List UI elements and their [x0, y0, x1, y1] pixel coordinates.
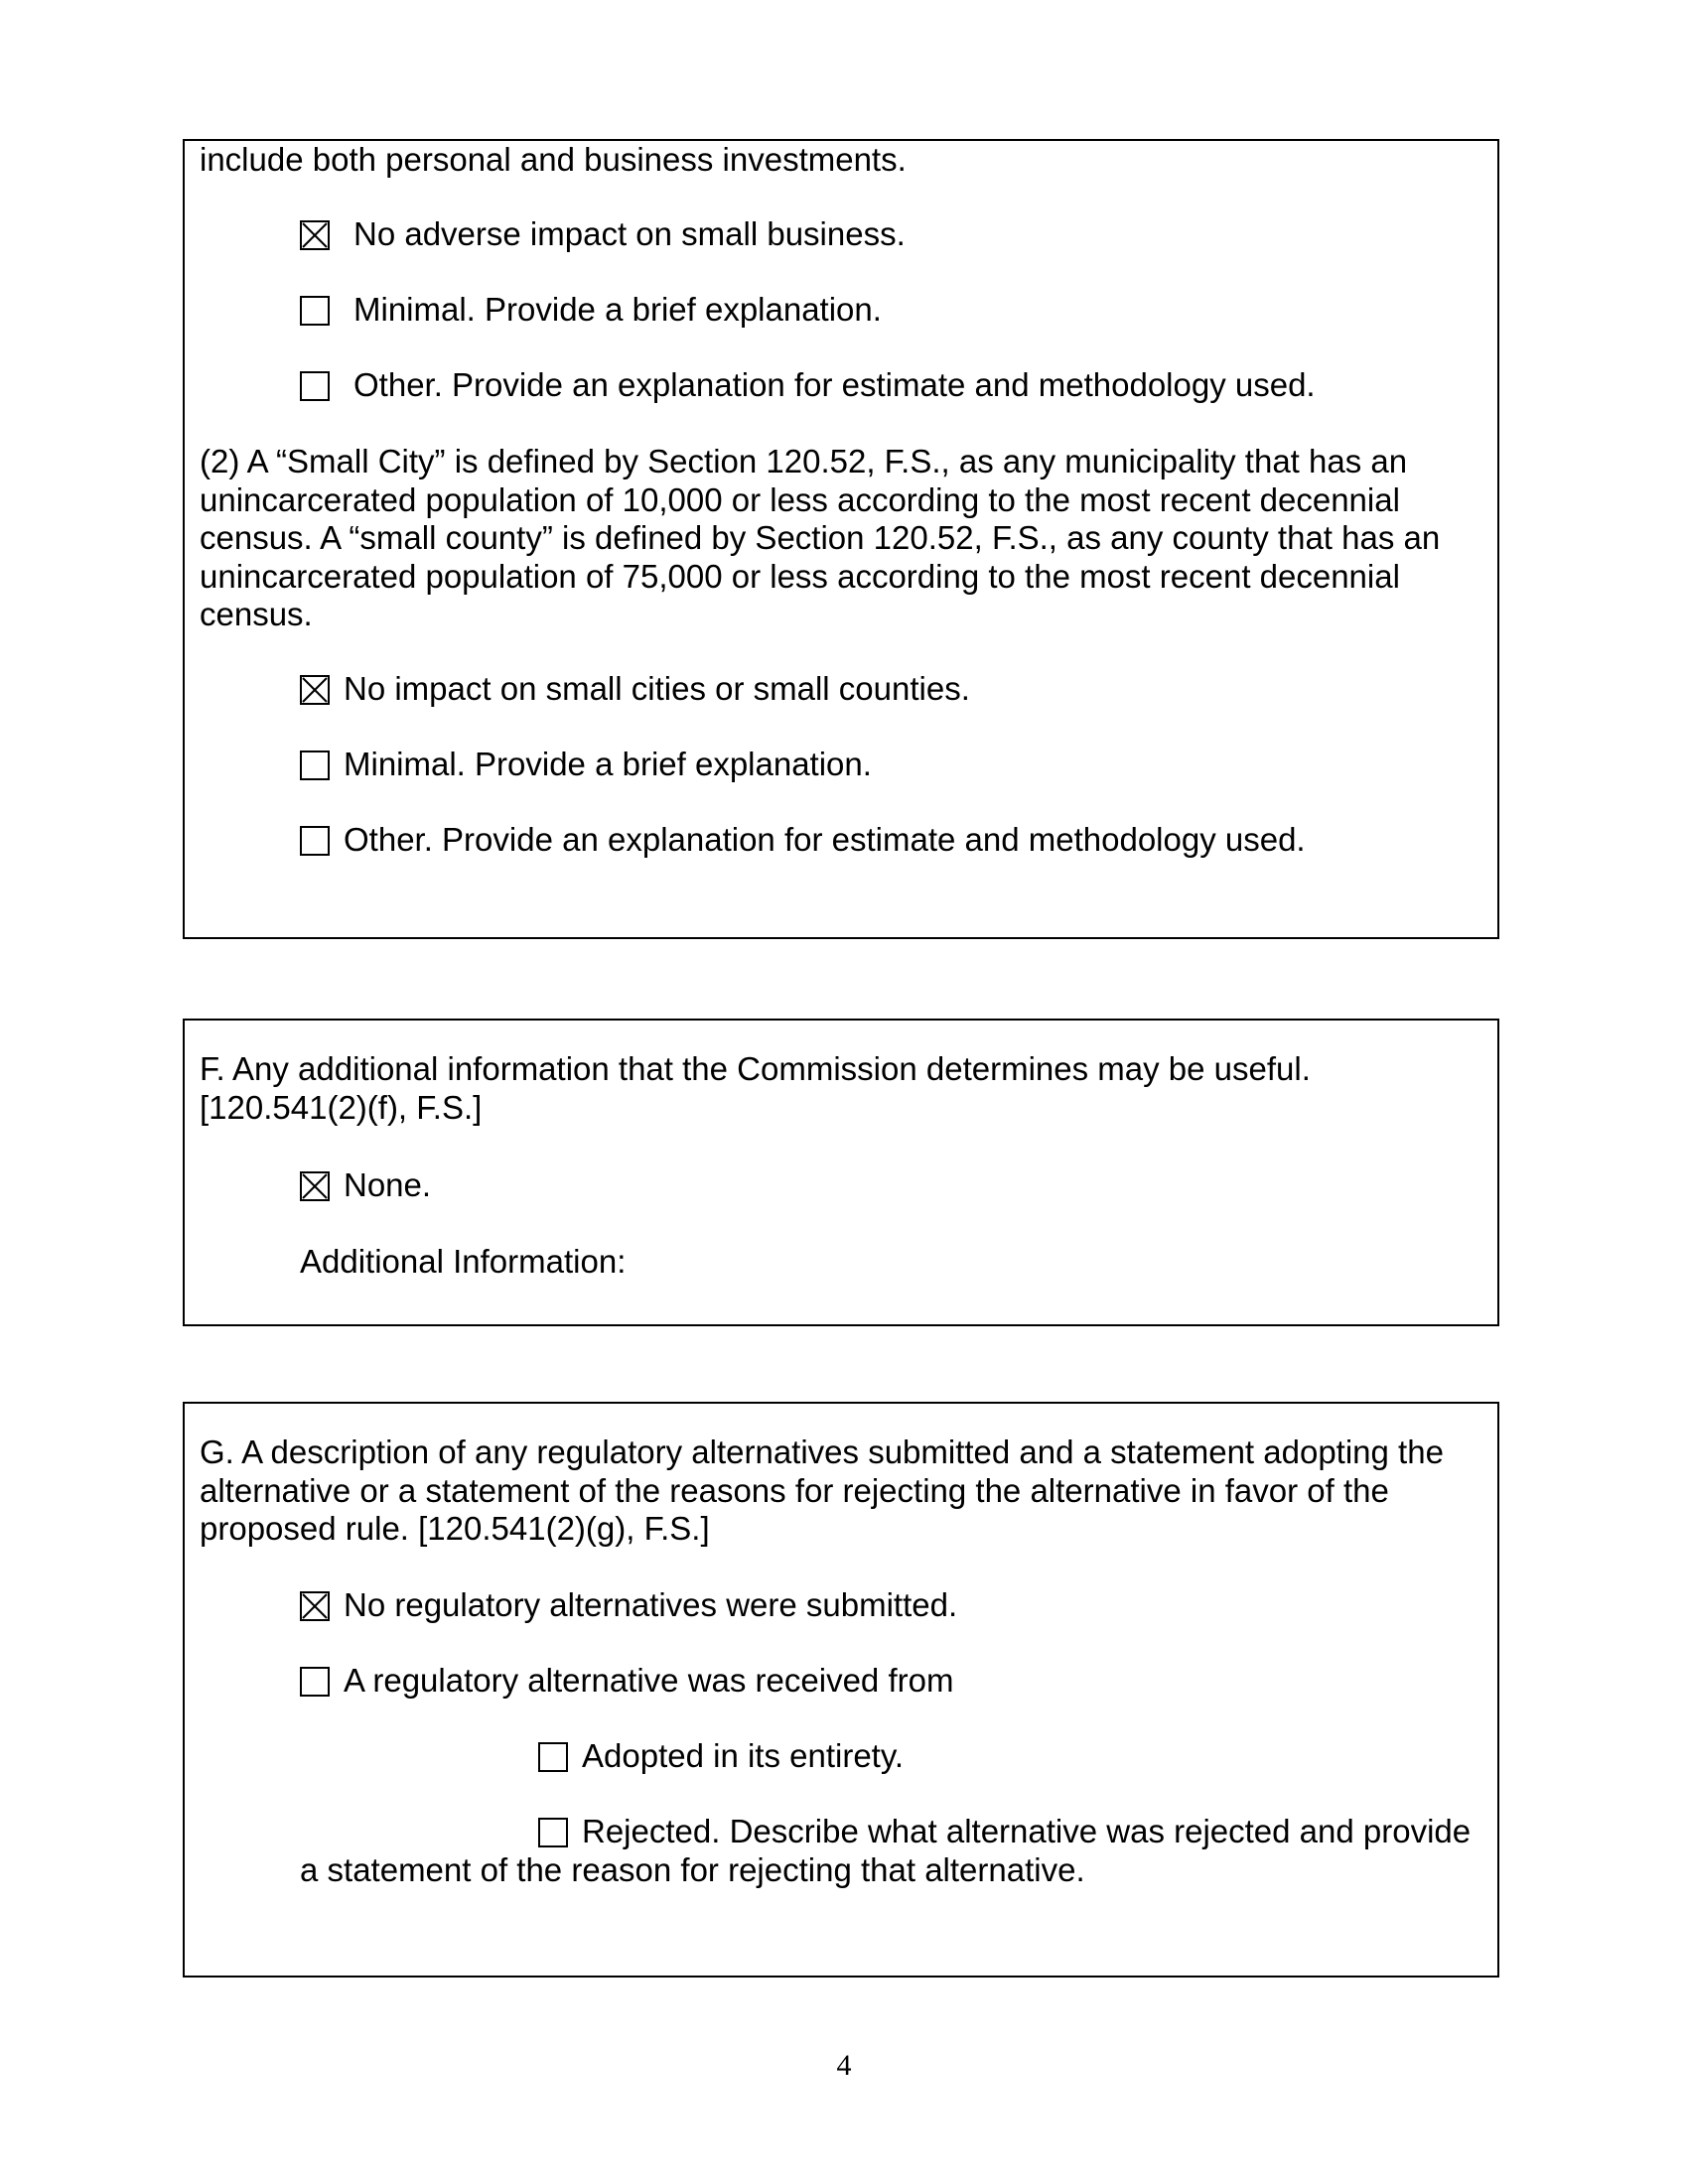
definition-line: unincarcerated population of 10,000 or less according to the most recent decennial [200, 480, 1400, 518]
no-adverse-impact-checkbox[interactable] [300, 220, 330, 250]
minimal-cities-checkbox[interactable] [300, 751, 330, 780]
small-city-definition [200, 443, 1485, 634]
no-alternatives-checkbox[interactable] [300, 1591, 330, 1621]
section-f-heading-line: F. Any additional information that the Commission determines may be useful. [200, 1050, 1311, 1087]
rejected-continuation: a statement of the reason for rejecting that alternative. [300, 1851, 1085, 1888]
section-f-heading [200, 1050, 1485, 1127]
definition-line: census. [200, 596, 313, 632]
alternative-received-label: A regulatory alternative was received from [344, 1662, 954, 1699]
section-g-heading-line: proposed rule. [120.541(2)(g), F.S.] [200, 1510, 710, 1547]
intro-tail-text: include both personal and business investments. [200, 141, 907, 178]
page-number: 4 [836, 2049, 852, 2082]
none-checkbox[interactable] [300, 1171, 330, 1201]
section-e-box [183, 139, 1499, 939]
section-f-box [183, 1019, 1499, 1326]
other-business-label: Other. Provide an explanation for estimate and methodology used. [353, 366, 1316, 403]
other-cities-checkbox[interactable] [300, 826, 330, 856]
no-impact-small-cities-label: No impact on small cities or small counties. [344, 670, 970, 707]
section-g-heading-line: G. A description of any regulatory alternatives submitted and a statement adopting the [200, 1433, 1444, 1470]
section-f-heading-line: [120.541(2)(f), F.S.] [200, 1088, 483, 1126]
checkbox-x-mark-icon [302, 677, 328, 703]
rejected-label: Rejected. Describe what alternative was rejected and provide [582, 1813, 1472, 1849]
alternative-received-checkbox[interactable] [300, 1667, 330, 1697]
no-impact-small-cities-checkbox[interactable] [300, 675, 330, 705]
checkbox-x-mark-icon [302, 1173, 328, 1199]
rejected-checkbox[interactable] [538, 1818, 568, 1847]
definition-line: census. A “small county” is defined by Section 120.52, F.S., as any county that has an [200, 519, 1441, 556]
section-g-heading [200, 1433, 1485, 1549]
section-g-heading-line: alternative or a statement of the reasons for rejecting the alternative in favor of the [200, 1471, 1389, 1509]
adopted-checkbox[interactable] [538, 1742, 568, 1772]
no-alternatives-label: No regulatory alternatives were submitted. [344, 1586, 958, 1623]
other-cities-label: Other. Provide an explanation for estimate and methodology used. [344, 821, 1306, 858]
no-adverse-impact-label: No adverse impact on small business. [353, 215, 906, 252]
adopted-label: Adopted in its entirety. [582, 1737, 905, 1774]
minimal-business-label: Minimal. Provide a brief explanation. [353, 291, 882, 328]
none-label: None. [344, 1166, 432, 1203]
other-business-checkbox[interactable] [300, 371, 330, 401]
section-g-box [183, 1402, 1499, 1978]
minimal-cities-label: Minimal. Provide a brief explanation. [344, 746, 872, 782]
checkbox-x-mark-icon [302, 222, 328, 248]
definition-line: unincarcerated population of 75,000 or less according to the most recent decennial [200, 557, 1400, 595]
definition-line: (2) A “Small City” is defined by Section 120.52, F.S., as any municipality that has an [200, 443, 1408, 479]
additional-information-label: Additional Information: [300, 1243, 627, 1280]
checkbox-x-mark-icon [302, 1593, 328, 1619]
minimal-business-checkbox[interactable] [300, 296, 330, 326]
